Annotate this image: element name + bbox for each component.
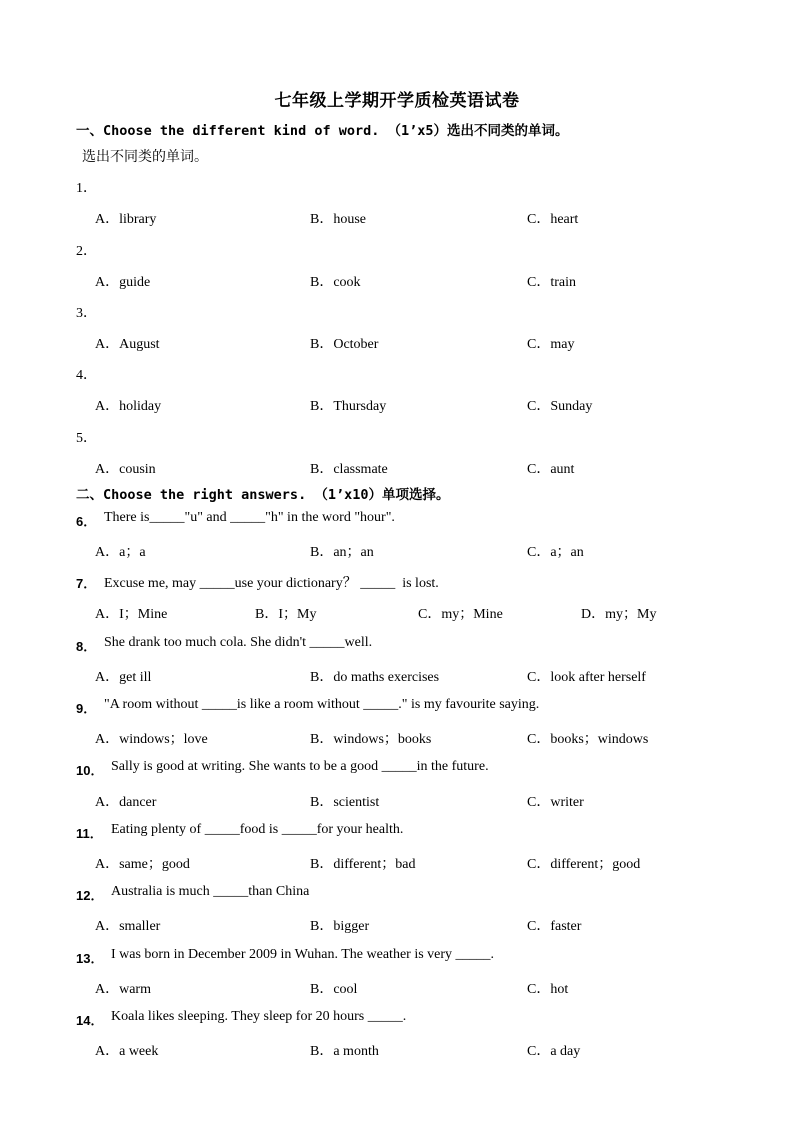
option-b[interactable]: B．house xyxy=(310,212,366,227)
question-text: There is_____"u" and _____"h" in the word "hour". xyxy=(104,510,395,525)
option-a[interactable]: A．August xyxy=(95,337,160,352)
question-number: 13． xyxy=(76,951,104,966)
page-title: 七年级上学期开学质检英语试卷 xyxy=(274,91,520,111)
option-b[interactable]: B．October xyxy=(310,337,379,352)
option-a[interactable]: A．a；a xyxy=(95,545,146,560)
question-number: 9． xyxy=(76,701,97,716)
option-c[interactable]: C．my；Mine xyxy=(418,607,503,622)
option-c[interactable]: C．aunt xyxy=(527,462,575,477)
option-b[interactable]: B．Thursday xyxy=(310,399,387,414)
option-b[interactable]: B．classmate xyxy=(310,462,388,477)
question-number: 12． xyxy=(76,888,104,903)
question-number: 14． xyxy=(76,1013,104,1028)
option-a[interactable]: A．same；good xyxy=(95,857,190,872)
question-text: Australia is much _____than China xyxy=(111,884,310,899)
section-heading: 二、Choose the right answers. （1’x10）单项选择。 xyxy=(76,487,450,503)
question-number: 7． xyxy=(76,576,97,591)
question-number: 5． xyxy=(76,431,97,446)
option-b[interactable]: B．an；an xyxy=(310,545,374,560)
question-number: 3． xyxy=(76,306,97,321)
option-a[interactable]: A．library xyxy=(95,212,157,227)
option-a[interactable]: A．a week xyxy=(95,1044,159,1059)
option-b[interactable]: B．do maths exercises xyxy=(310,670,440,685)
option-c[interactable]: C．a；an xyxy=(527,545,584,560)
question-number: 10． xyxy=(76,763,104,778)
option-c[interactable]: C．hot xyxy=(527,982,569,997)
option-a[interactable]: A．I；Mine xyxy=(95,607,168,622)
option-c[interactable]: C．a day xyxy=(527,1044,581,1059)
option-a[interactable]: A．warm xyxy=(95,982,151,997)
option-a[interactable]: A．holiday xyxy=(95,399,162,414)
option-a[interactable]: A．guide xyxy=(95,275,151,290)
question-number: 2． xyxy=(76,244,97,259)
option-b[interactable]: B．a month xyxy=(310,1044,379,1059)
question-text: Sally is good at writing. She wants to be a good _____in the future. xyxy=(111,759,489,774)
option-c[interactable]: C．different；good xyxy=(527,857,641,872)
option-c[interactable]: C．writer xyxy=(527,795,584,810)
option-b[interactable]: B．cool xyxy=(310,982,358,997)
option-b[interactable]: B．windows；books xyxy=(310,732,432,747)
option-b[interactable]: B．different；bad xyxy=(310,857,416,872)
option-b[interactable]: B．bigger xyxy=(310,919,370,934)
option-a[interactable]: A．dancer xyxy=(95,795,157,810)
option-c[interactable]: C．books；windows xyxy=(527,732,649,747)
question-text: I was born in December 2009 in Wuhan. The weather is very _____. xyxy=(111,947,495,962)
option-a[interactable]: A．smaller xyxy=(95,919,161,934)
question-text: "A room without _____is like a room without _____." is my favourite saying. xyxy=(104,697,540,712)
question-text: Koala likes sleeping. They sleep for 20 hours _____. xyxy=(111,1009,407,1024)
question-number: 11． xyxy=(76,826,103,841)
question-number: 6． xyxy=(76,514,97,529)
option-c[interactable]: C．may xyxy=(527,337,575,352)
question-text: Excuse me, may _____use your dictionary？ _____ is lost. xyxy=(104,576,439,591)
option-a[interactable]: A．get ill xyxy=(95,670,152,685)
option-a[interactable]: A．cousin xyxy=(95,462,156,477)
option-c[interactable]: C．Sunday xyxy=(527,399,593,414)
question-text: She drank too much cola. She didn't _____well. xyxy=(104,635,373,650)
option-c[interactable]: C．faster xyxy=(527,919,582,934)
question-number: 1． xyxy=(76,181,97,196)
question-text: Eating plenty of _____food is _____for your health. xyxy=(111,822,404,837)
option-b[interactable]: B．I；My xyxy=(255,607,317,622)
section-note: 选出不同类的单词。 xyxy=(82,149,208,165)
section-heading: 一、Choose the different kind of word. （1’x5）选出不同类的单词。 xyxy=(76,123,569,139)
option-a[interactable]: A．windows；love xyxy=(95,732,208,747)
option-c[interactable]: C．train xyxy=(527,275,576,290)
option-b[interactable]: B．cook xyxy=(310,275,361,290)
question-number: 8． xyxy=(76,639,97,654)
option-d[interactable]: D．my；My xyxy=(581,607,657,622)
option-b[interactable]: B．scientist xyxy=(310,795,380,810)
option-c[interactable]: C．look after herself xyxy=(527,670,646,685)
option-c[interactable]: C．heart xyxy=(527,212,579,227)
question-number: 4． xyxy=(76,368,97,383)
